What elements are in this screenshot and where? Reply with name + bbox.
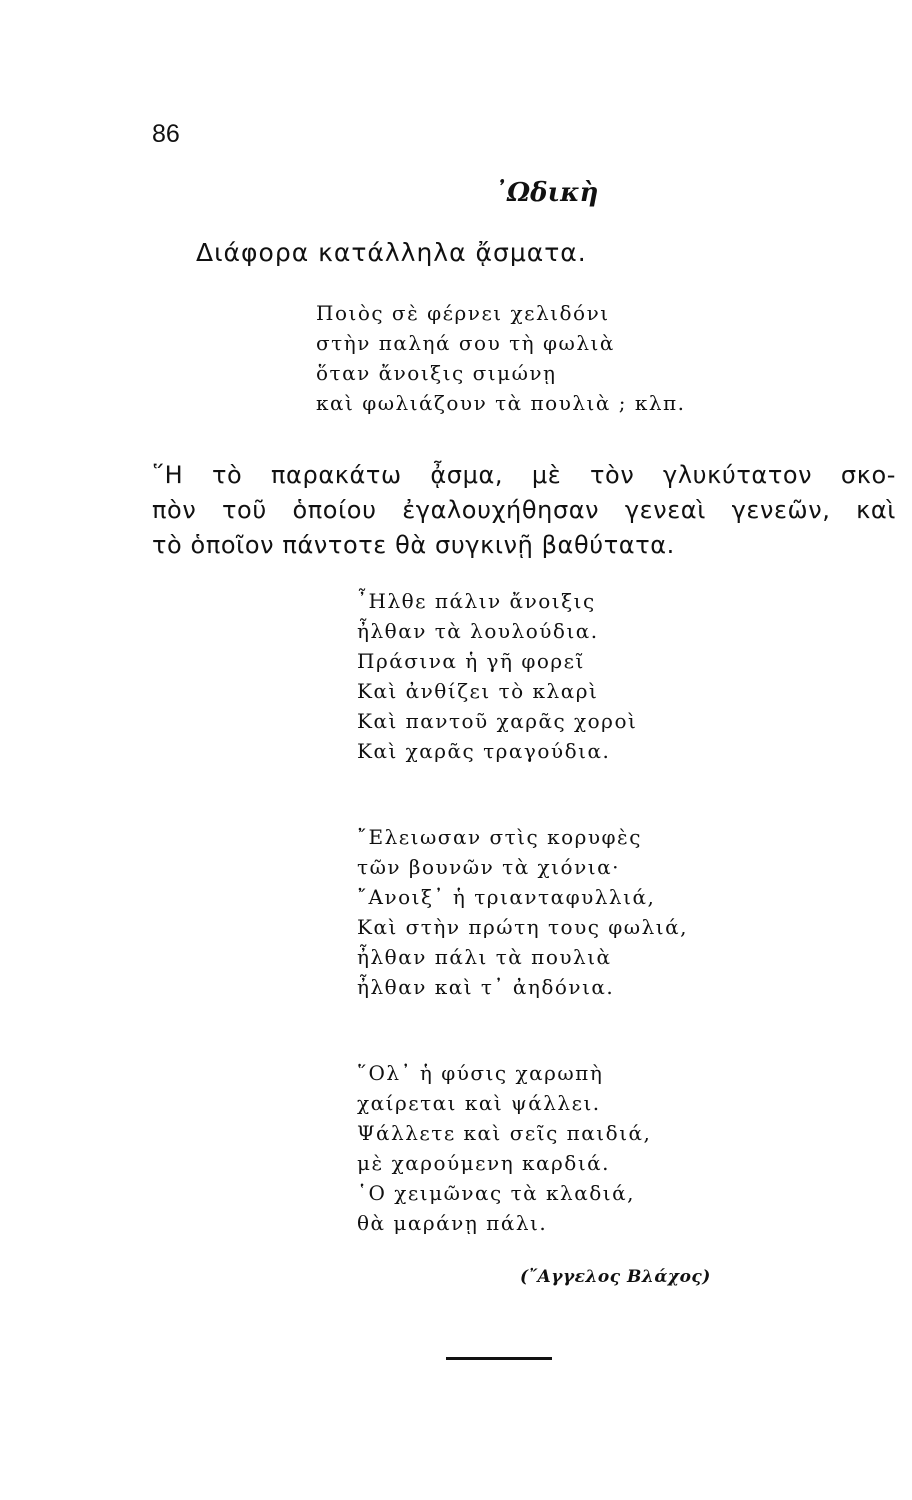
verse-line: Πράσινα ἡ γῆ φορεῖ: [357, 649, 585, 673]
poem-stanza-2: [357, 822, 688, 1002]
verse-line: Ποιὸς σὲ φέρνει χελιδόνι: [316, 301, 610, 325]
verse-line: τῶν βουνῶν τὰ χιόνια·: [357, 855, 620, 879]
verse-line: ῎Ανοιξ᾽ ἡ τριανταφυλλιά,: [357, 885, 656, 909]
verse-line: Καὶ ἀνθίζει τὸ κλαρὶ: [357, 679, 599, 703]
verse-line: Καὶ χαρᾶς τραγούδια.: [357, 739, 611, 763]
verse-line: στὴν παληά σου τὴ φωλιὰ: [316, 331, 615, 355]
verse-line: ἦλθαν τὰ λουλούδια.: [357, 619, 599, 643]
paragraph-line: τὸ ὁποῖον πάντοτε θὰ συγκινῇ βαθύτατα.: [152, 531, 675, 559]
verse-line: ἦλθαν καὶ τ᾽ ἀηδόνια.: [357, 975, 615, 999]
verse-line: ῞Ολ᾽ ἡ φύσις χαρωπὴ: [357, 1061, 604, 1085]
poem-stanza-1: [357, 586, 637, 766]
poem-stanza-3: [357, 1058, 651, 1238]
verse-line: μὲ χαρούμενη καρδιά.: [357, 1151, 611, 1175]
verse-line: ἦλθαν πάλι τὰ πουλιὰ: [357, 945, 612, 969]
section-title: ᾽Ωδικὴ: [494, 178, 599, 208]
verse-line: ὅταν ἄνοιξις σιμώνῃ: [316, 361, 557, 385]
section-subtitle: Διάφορα κατάλληλα ᾄσματα.: [196, 238, 587, 267]
verse-line: Ψάλλετε καὶ σεῖς παιδιά,: [357, 1121, 652, 1145]
page-number: 86: [152, 120, 180, 148]
verse-line: καὶ φωλιάζουν τὰ πουλιὰ ; κλπ.: [316, 391, 686, 415]
author-attribution: (῎Αγγελος Βλάχος): [520, 1267, 711, 1287]
verse-line: ῏Ηλθε πάλιν ἄνοιξις: [357, 589, 596, 613]
verse-line: ῎Ελειωσαν στὶς κορυφὲς: [357, 825, 642, 849]
verse-line: Καὶ παντοῦ χαρᾶς χοροὶ: [357, 709, 638, 733]
verse-line: θὰ μαράνῃ πάλι.: [357, 1211, 548, 1235]
end-divider: [446, 1357, 552, 1360]
intro-paragraph: [152, 458, 896, 563]
paragraph-line: πὸν τοῦ ὁποίου ἐγαλουχήθησαν γενεαὶ γενεῶν, καὶ: [152, 496, 896, 524]
intro-stanza: [316, 298, 686, 418]
verse-line: χαίρεται καὶ ψάλλει.: [357, 1091, 601, 1115]
verse-line: Καὶ στὴν πρώτη τους φωλιά,: [357, 915, 688, 939]
verse-line: ῾Ο χειμῶνας τὰ κλαδιά,: [357, 1181, 635, 1205]
paragraph-line: ῞Η τὸ παρακάτω ᾆσμα, μὲ τὸν γλυκύτατον σκο-: [152, 461, 896, 489]
